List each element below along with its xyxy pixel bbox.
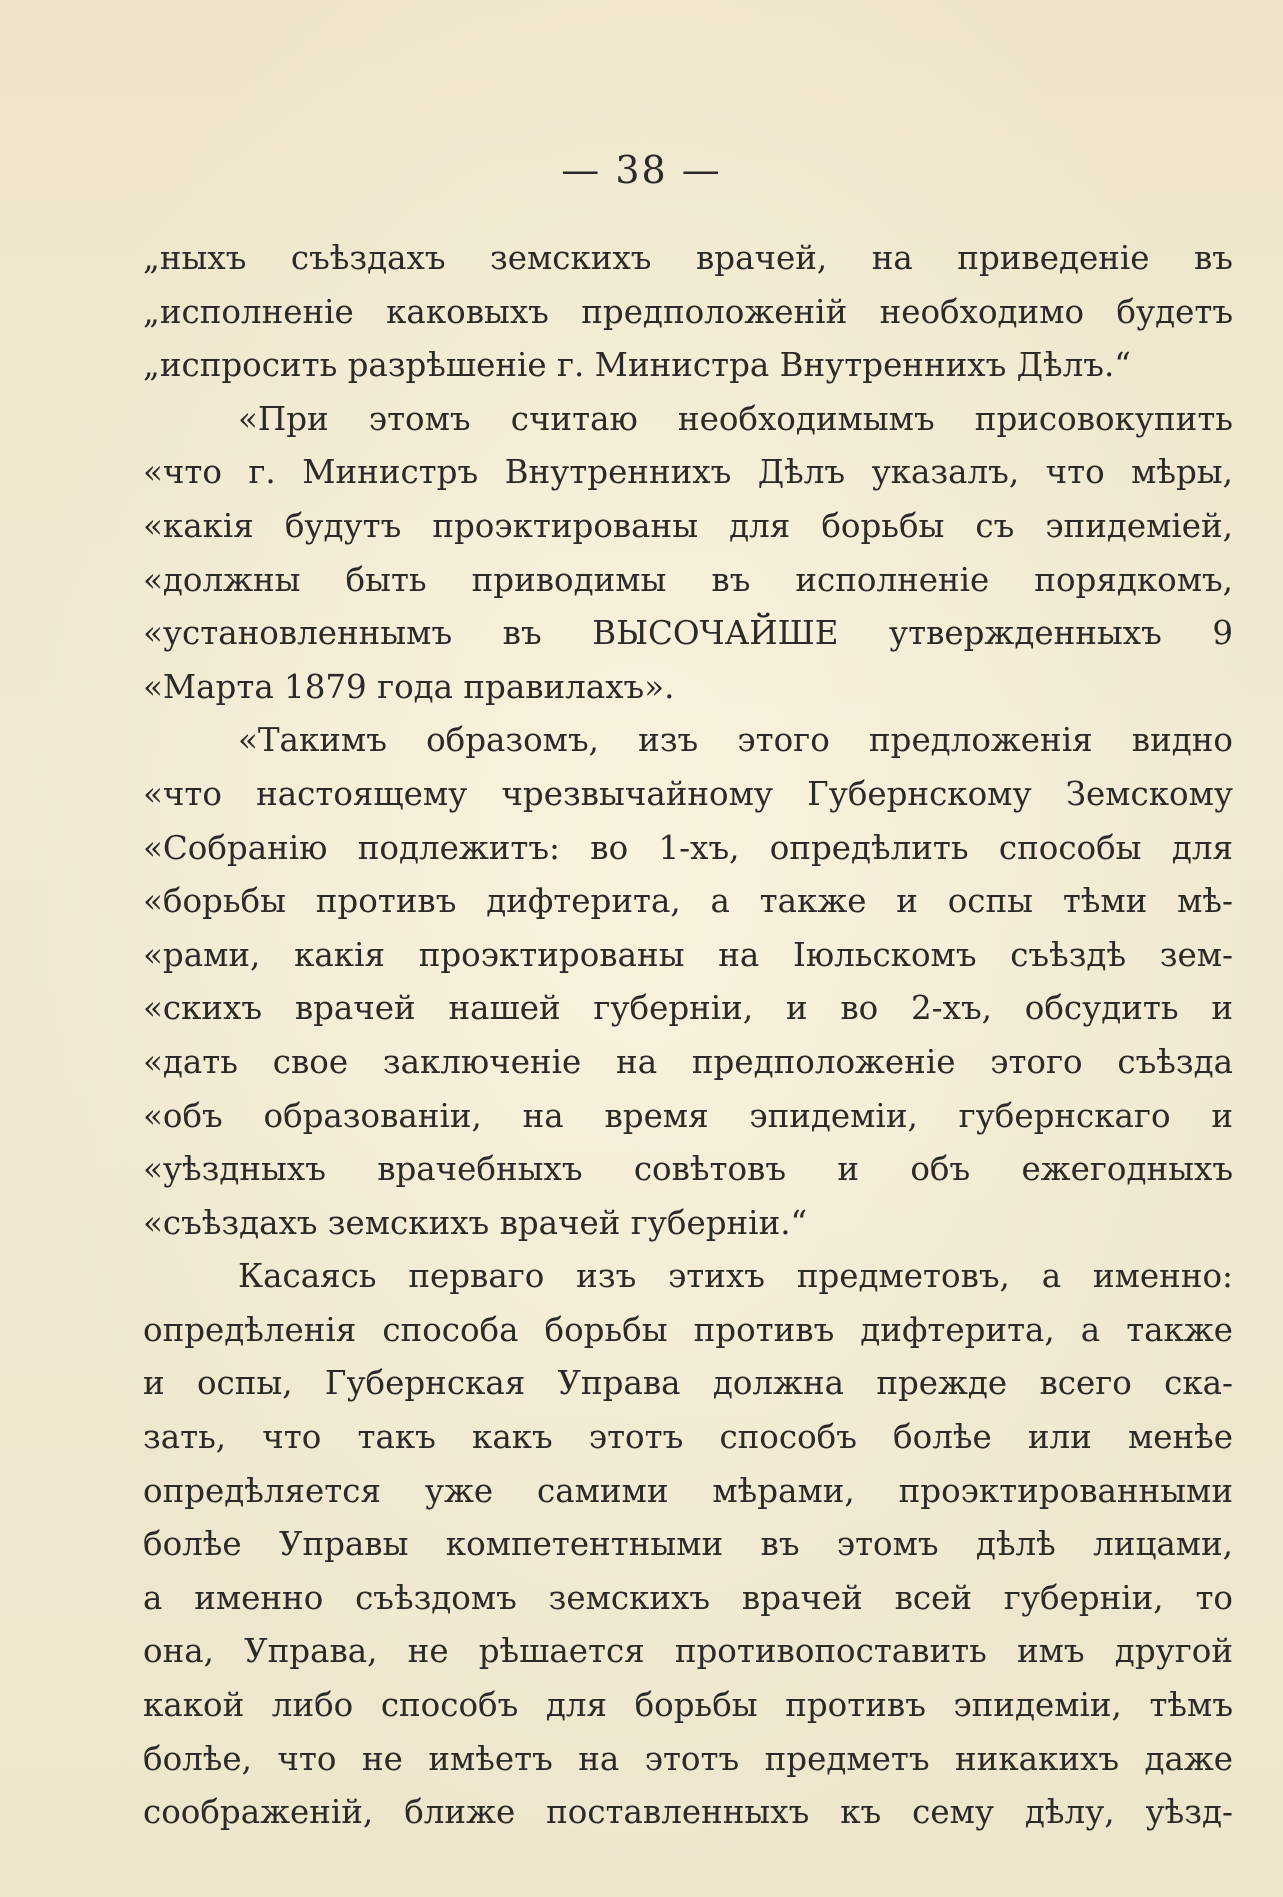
text-line: „ныхъ съѣздахъ земскихъ врачей, на приведеніе въ [143, 239, 1233, 277]
text-line: «какія будутъ проэктированы для борьбы съ эпидеміей, [143, 506, 1233, 545]
text-line: «рами, какія проэктированы на Іюльскомъ съѣздѣ зем- [143, 935, 1233, 974]
text-line: «дать свое заключеніе на предположеніе этого съѣзда [143, 1042, 1233, 1081]
text-line: опредѣляется уже самими мѣрами, проэктированными [143, 1471, 1233, 1510]
text-line: «должны быть приводимы въ исполненіе порядкомъ, [143, 560, 1233, 599]
text-line: какой либо способъ для борьбы противъ эпидеміи, тѣмъ [143, 1686, 1233, 1725]
text-line: «Марта 1879 года правилахъ». [143, 667, 675, 706]
text-line: «что настоящему чрезвычайному Губернскому Земскому [143, 774, 1233, 813]
text-line: болѣе Управы компетентными въ этомъ дѣлѣ лицами, [143, 1525, 1233, 1564]
text-line: «Такимъ образомъ, изъ этого предложенія видно [238, 721, 1233, 760]
text-line: соображеній, ближе поставленныхъ къ сему дѣлу, уѣзд- [143, 1793, 1233, 1832]
text-line: «Собранію подлежитъ: во 1-хъ, опредѣлить способы для [143, 828, 1233, 867]
text-line: болѣе, что не имѣетъ на этотъ предметъ никакихъ даже [143, 1739, 1233, 1778]
text-line: «съѣздахъ земскихъ врачей губерніи.“ [143, 1203, 808, 1242]
text-line: «установленнымъ въ ВЫСОЧАЙШЕ утвержденныхъ 9 [143, 614, 1233, 653]
text-line: „испросить разрѣшеніе г. Министра Внутреннихъ Дѣлъ.“ [143, 346, 1131, 385]
text-line: а именно съѣздомъ земскихъ врачей всей губерніи, то [143, 1578, 1233, 1617]
text-line: опредѣленія способа борьбы противъ дифтерита, а также [143, 1310, 1233, 1349]
text-line: „исполненіе каковыхъ предположеній необходимо будетъ [143, 292, 1233, 331]
body-text [143, 232, 1233, 1840]
text-line: «борьбы противъ дифтерита, а также и оспы тѣми мѣ- [143, 882, 1233, 921]
page-number: — 38 — [561, 148, 722, 192]
text-line: Касаясь перваго изъ этихъ предметовъ, а именно: [238, 1257, 1233, 1296]
text-line: «уѣздныхъ врачебныхъ совѣтовъ и объ ежегодныхъ [143, 1150, 1233, 1189]
text-line: «скихъ врачей нашей губерніи, и во 2-хъ, обсудить и [143, 989, 1233, 1028]
text-line: зать, что такъ какъ этотъ способъ болѣе или менѣе [143, 1418, 1233, 1457]
text-line: «что г. Министръ Внутреннихъ Дѣлъ указалъ, что мѣры, [143, 453, 1233, 492]
text-line: «объ образованіи, на время эпидеміи, губернскаго и [143, 1096, 1233, 1135]
text-line: и оспы, Губернская Управа должна прежде всего ска- [143, 1364, 1233, 1403]
text-line: «При этомъ считаю необходимымъ присовокупить [238, 399, 1233, 438]
text-line: она, Управа, не рѣшается противопоставить имъ другой [143, 1632, 1233, 1671]
